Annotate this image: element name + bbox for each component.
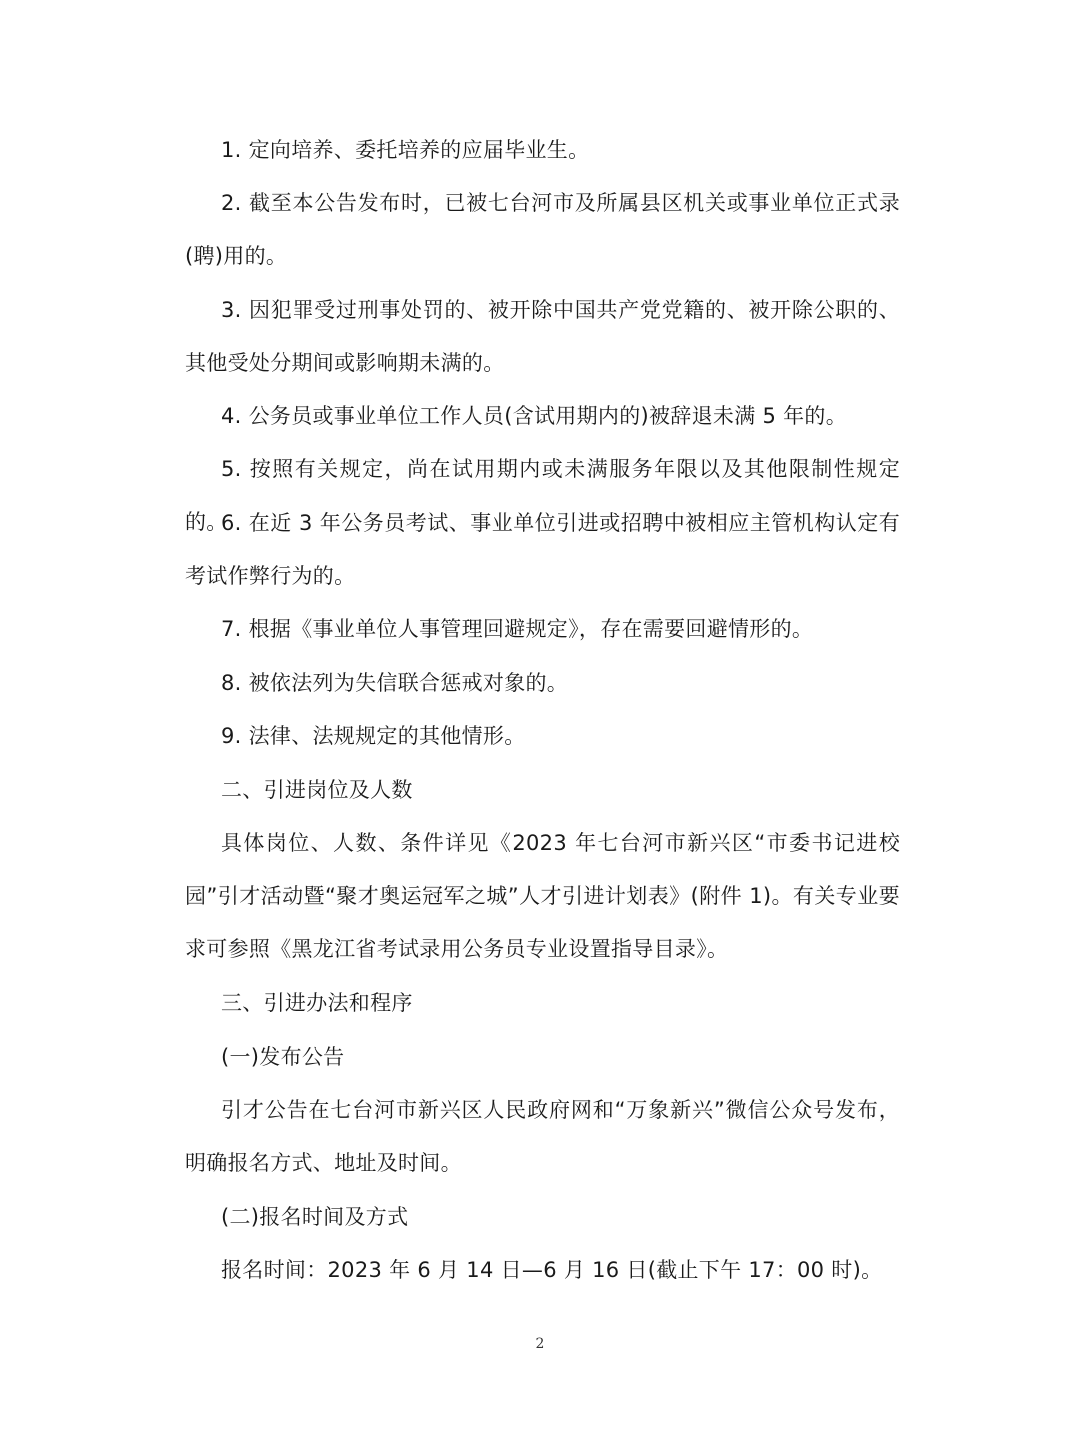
body-paragraph-positions: 具体岗位、人数、条件详见《2023 年七台河市新兴区“市委书记进校园”引才活动暨“聚才奥运冠军之城”人才引进计划表》(附件 1)。有关专业要求可参照《黑龙江省考试录用公务员专业设置指导目录》。 xyxy=(185,831,900,961)
list-item-2: 2. 截至本公告发布时，已被七台河市及所属县区机关或事业单位正式录(聘)用的。 xyxy=(185,191,900,268)
list-item-5: 5. 按照有关规定，尚在试用期内或未满服务年限以及其他限制性规定的。 xyxy=(185,457,900,534)
list-item-8: 8. 被依法列为失信联合惩戒对象的。 xyxy=(221,671,569,695)
subheading-2: (二)报名时间及方式 xyxy=(221,1205,409,1229)
list-item-7: 7. 根据《事业单位人事管理回避规定》，存在需要回避情形的。 xyxy=(221,617,814,641)
list-item-1: 1. 定向培养、委托培养的应届毕业生。 xyxy=(221,138,590,162)
list-item-3: 3. 因犯罪受过刑事处罚的、被开除中国共产党党籍的、被开除公职的、其他受处分期间或影响期未满的。 xyxy=(185,298,900,375)
body-paragraph-announcement: 引才公告在七台河市新兴区人民政府网和“万象新兴”微信公众号发布，明确报名方式、地址及时间。 xyxy=(185,1098,900,1175)
list-item-4: 4. 公务员或事业单位工作人员(含试用期内的)被辞退未满 5 年的。 xyxy=(221,404,848,428)
section-heading-2: 二、引进岗位及人数 xyxy=(221,778,413,802)
page-number: 2 xyxy=(535,1336,545,1352)
list-item-6: 6. 在近 3 年公务员考试、事业单位引进或招聘中被相应主管机构认定有考试作弊行为的。 xyxy=(185,511,900,588)
list-item-9: 9. 法律、法规规定的其他情形。 xyxy=(221,724,526,748)
body-paragraph-registration-time: 报名时间：2023 年 6 月 14 日—6 月 16 日(截止下午 17：00 时)。 xyxy=(221,1258,883,1282)
section-heading-3: 三、引进办法和程序 xyxy=(221,991,413,1015)
subheading-1: (一)发布公告 xyxy=(221,1045,345,1069)
